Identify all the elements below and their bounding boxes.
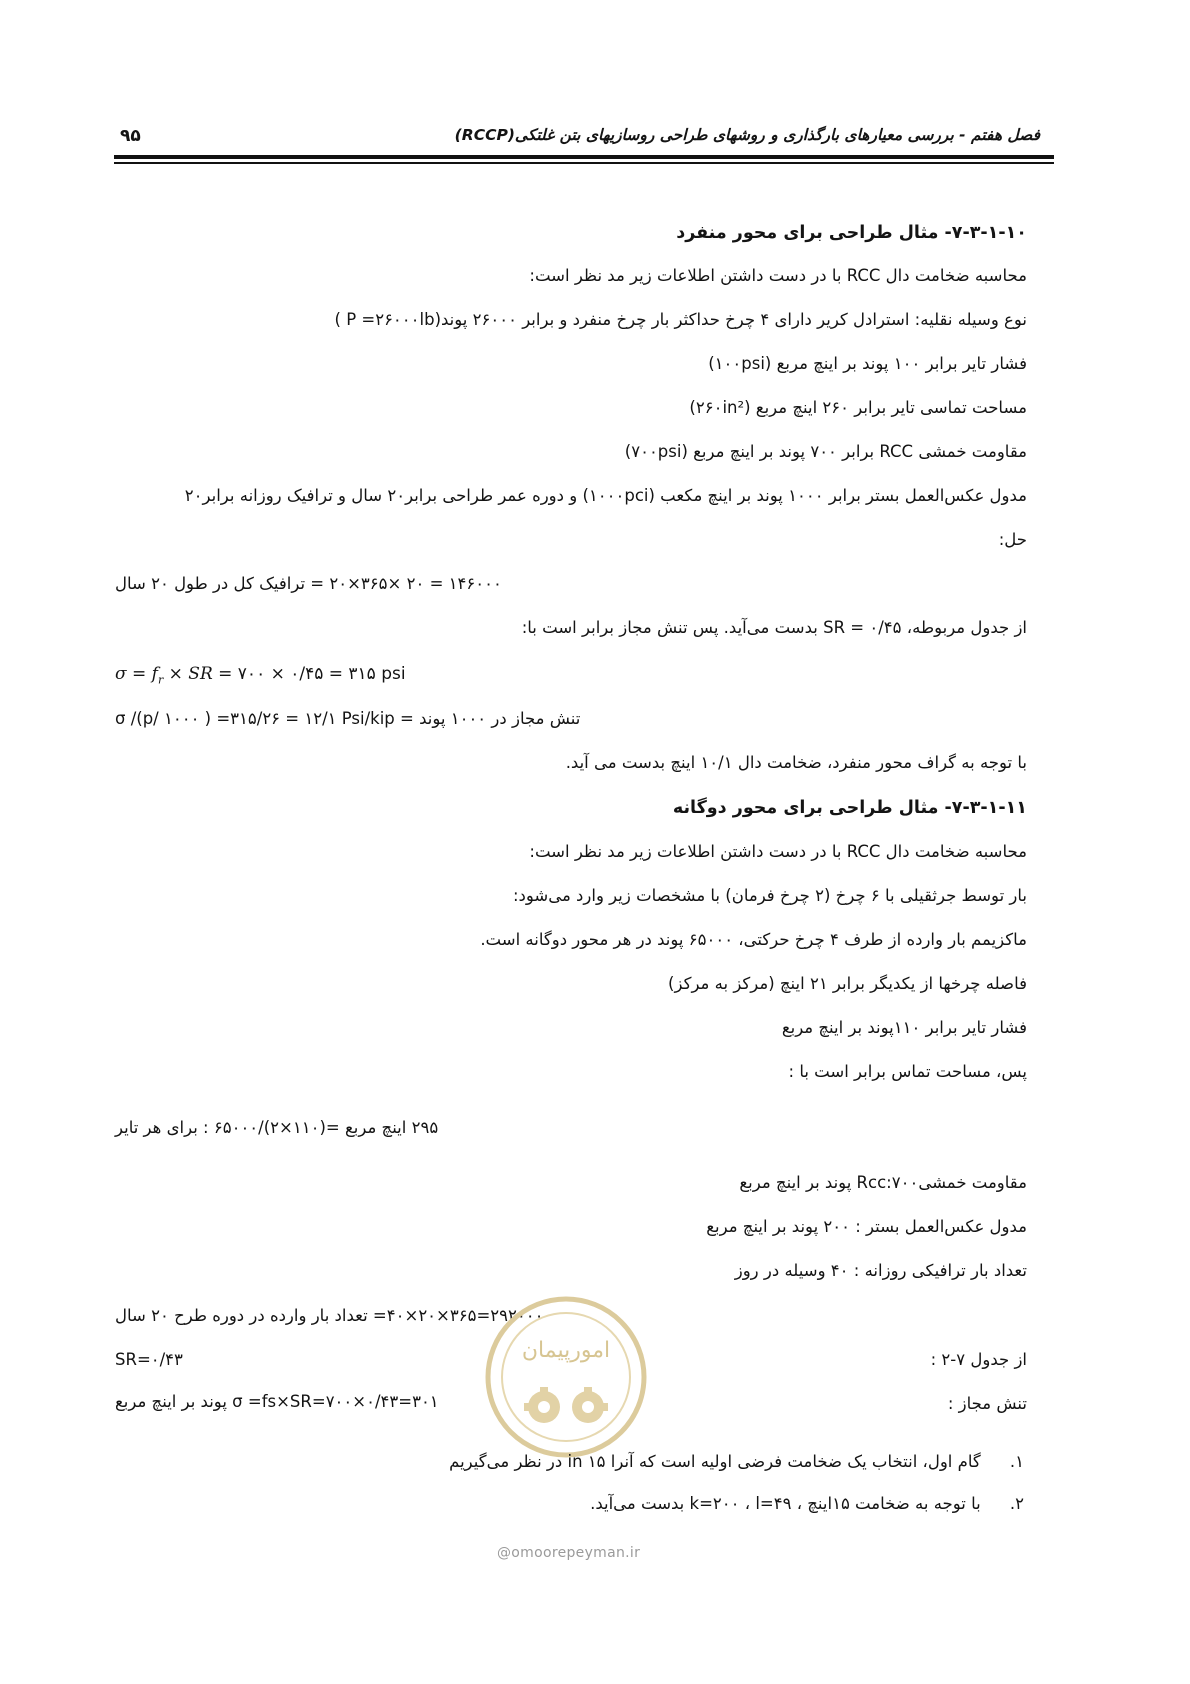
section1-vehicle: نوع وسیله نقلیه: استرادل کریر دارای ۴ چرخ حداکثر بار چرخ منفرد و برابر ۲۶۰۰۰ پوند(P =۲۶۰۰۰lb ) <box>334 310 1027 329</box>
section1-tire-pressure: فشار تایر برابر ۱۰۰ پوند بر اینچ مربع (۱۰۰psi) <box>708 354 1027 373</box>
watermark-site: @omoorepeyman.ir <box>497 1545 641 1561</box>
section2-subgrade: مدول عکس‌العمل بستر : ۲۰۰ پوند بر اینچ مربع <box>706 1217 1027 1236</box>
section1-intro: محاسبه ضخامت دال RCC با در دست داشتن اطلاعات زیر مد نظر است: <box>529 266 1027 285</box>
gear-icon <box>524 1387 608 1423</box>
section1-heading: ۷-۳-۱-۱۰- مثال طراحی برای محور منفرد <box>676 223 1027 243</box>
formula-rest: = ۷۰۰ × ۰/۴۵ = ۳۱۵ psi <box>212 664 406 684</box>
step-1-text: گام اول، انتخاب یک ضخامت فرضی اولیه است که آنرا ۱۵ in در نظر می‌گیریم <box>449 1452 981 1471</box>
step-2 <box>590 1493 1024 1515</box>
section2-tire-pressure: فشار تایر برابر ۱۱۰پوند بر اینچ مربع <box>781 1018 1027 1037</box>
formula-eq: = <box>126 664 152 684</box>
step-1 <box>449 1451 1024 1473</box>
section2-sr-value: SR=۰/۴۳ <box>115 1350 183 1369</box>
watermark-seal <box>484 1295 648 1459</box>
page-number: ۹۵ <box>120 126 141 146</box>
step-1-number: ۱. <box>1009 1452 1024 1471</box>
gear-hub-left <box>538 1401 550 1413</box>
gear-hub-right <box>582 1401 594 1413</box>
section2-intro: محاسبه ضخامت دال RCC با در دست داشتن اطلاعات زیر مد نظر است: <box>529 842 1027 861</box>
seal-outer-ring <box>488 1299 644 1455</box>
section2-contact-intro: پس، مساحت تماس برابر است با : <box>788 1062 1027 1081</box>
section1-solution-label: حل: <box>998 530 1027 549</box>
section1-allowable-1000: تنش مجاز در ۱۰۰۰ پوند = σ /(p/ ۱۰۰۰ ) =۳۱۵/۲۶ = ۱۲/۱ Psi/kip <box>115 709 581 728</box>
section2-flexural: مقاومت خمشیRcc:۷۰۰ پوند بر اینچ مربع <box>739 1173 1027 1192</box>
header-rule-thin <box>114 162 1054 164</box>
section2-max-load: ماکزیمم بار وارده از طرف ۴ چرخ حرکتی، ۶۵۰۰۰ پوند در هر محور دوگانه است. <box>480 930 1027 949</box>
chapter-title: فصل هفتم - بررسی معیارهای بارگذاری و روشهای طراحی روسازیهای بتن غلتکی(RCCP) <box>454 126 1040 144</box>
section2-table-ref: از جدول ۷-۲ : <box>930 1350 1027 1369</box>
section2-total-loads: ۲۹۲۰۰۰=۳۶۵×۲۰×۴۰= تعداد بار وارده در دوره طرح ۲۰ سال <box>115 1306 544 1325</box>
step-2-number: ۲. <box>1009 1494 1024 1513</box>
formula-sr: SR <box>188 664 213 684</box>
section1-result: با توجه به گراف محور منفرد، ضخامت دال ۱۰/۱ اینچ بدست می آید. <box>565 753 1027 772</box>
formula-fr: f <box>151 664 158 684</box>
seal-text: امورپیمان <box>521 1338 611 1363</box>
section1-total-traffic: ۱۴۶۰۰۰ = ۲۰ ×۳۶۵×۲۰ = ترافیک کل در طول ۲۰ سال <box>115 574 502 593</box>
section1-formula <box>115 663 406 691</box>
seal-inner-ring <box>502 1313 630 1441</box>
formula-fr-sub: r <box>157 673 164 687</box>
section1-contact-area: مساحت تماسی تایر برابر ۲۶۰ اینچ مربع (۲۶۰in²) <box>689 398 1027 417</box>
section1-sr-text: از جدول مربوطه، SR = ۰/۴۵ بدست می‌آید. پس تنش مجاز برابر است با: <box>521 618 1027 637</box>
formula-times: × <box>163 664 189 684</box>
section2-wheel-spacing: فاصله چرخها از یکدیگر برابر ۲۱ اینچ (مرکز به مرکز) <box>668 974 1027 993</box>
section2-heading: ۷-۳-۱-۱۱- مثال طراحی برای محور دوگانه <box>672 798 1027 818</box>
section2-daily-traffic: تعداد بار ترافیکی روزانه : ۴۰ وسیله در روز <box>734 1261 1027 1280</box>
step-2-text: با توجه به ضخامت ۱۵اینچ ، k=۲۰۰ ، l=۴۹ بدست می‌آید. <box>590 1494 981 1513</box>
header-rule-thick <box>114 155 1054 159</box>
section2-crane: بار توسط جرثقیلی با ۶ چرخ (۲ چرخ فرمان) با مشخصات زیر وارد می‌شود: <box>512 886 1027 905</box>
section2-contact-calc: ۲۹۵ اینچ مربع =(۱۱۰×۲)/۶۵۰۰۰ : برای هر تایر <box>115 1118 439 1137</box>
section1-subgrade: مدول عکس‌العمل بستر برابر ۱۰۰۰ پوند بر اینچ مکعب (۱۰۰۰pci) و دوره عمر طراحی برابر۲۰ سال و ترافیک روزانه برابر۲۰ <box>184 486 1027 505</box>
formula-sigma: σ <box>115 664 127 684</box>
section1-flexural-strength: مقاومت خمشی RCC برابر ۷۰۰ پوند بر اینچ مربع (۷۰۰psi) <box>624 442 1027 461</box>
section2-allowable-calc: σ =fs×SR=۷۰۰×۰/۴۳=۳۰۱ پوند بر اینچ مربع <box>115 1392 439 1411</box>
section2-allowable-label: تنش مجاز : <box>947 1394 1027 1413</box>
